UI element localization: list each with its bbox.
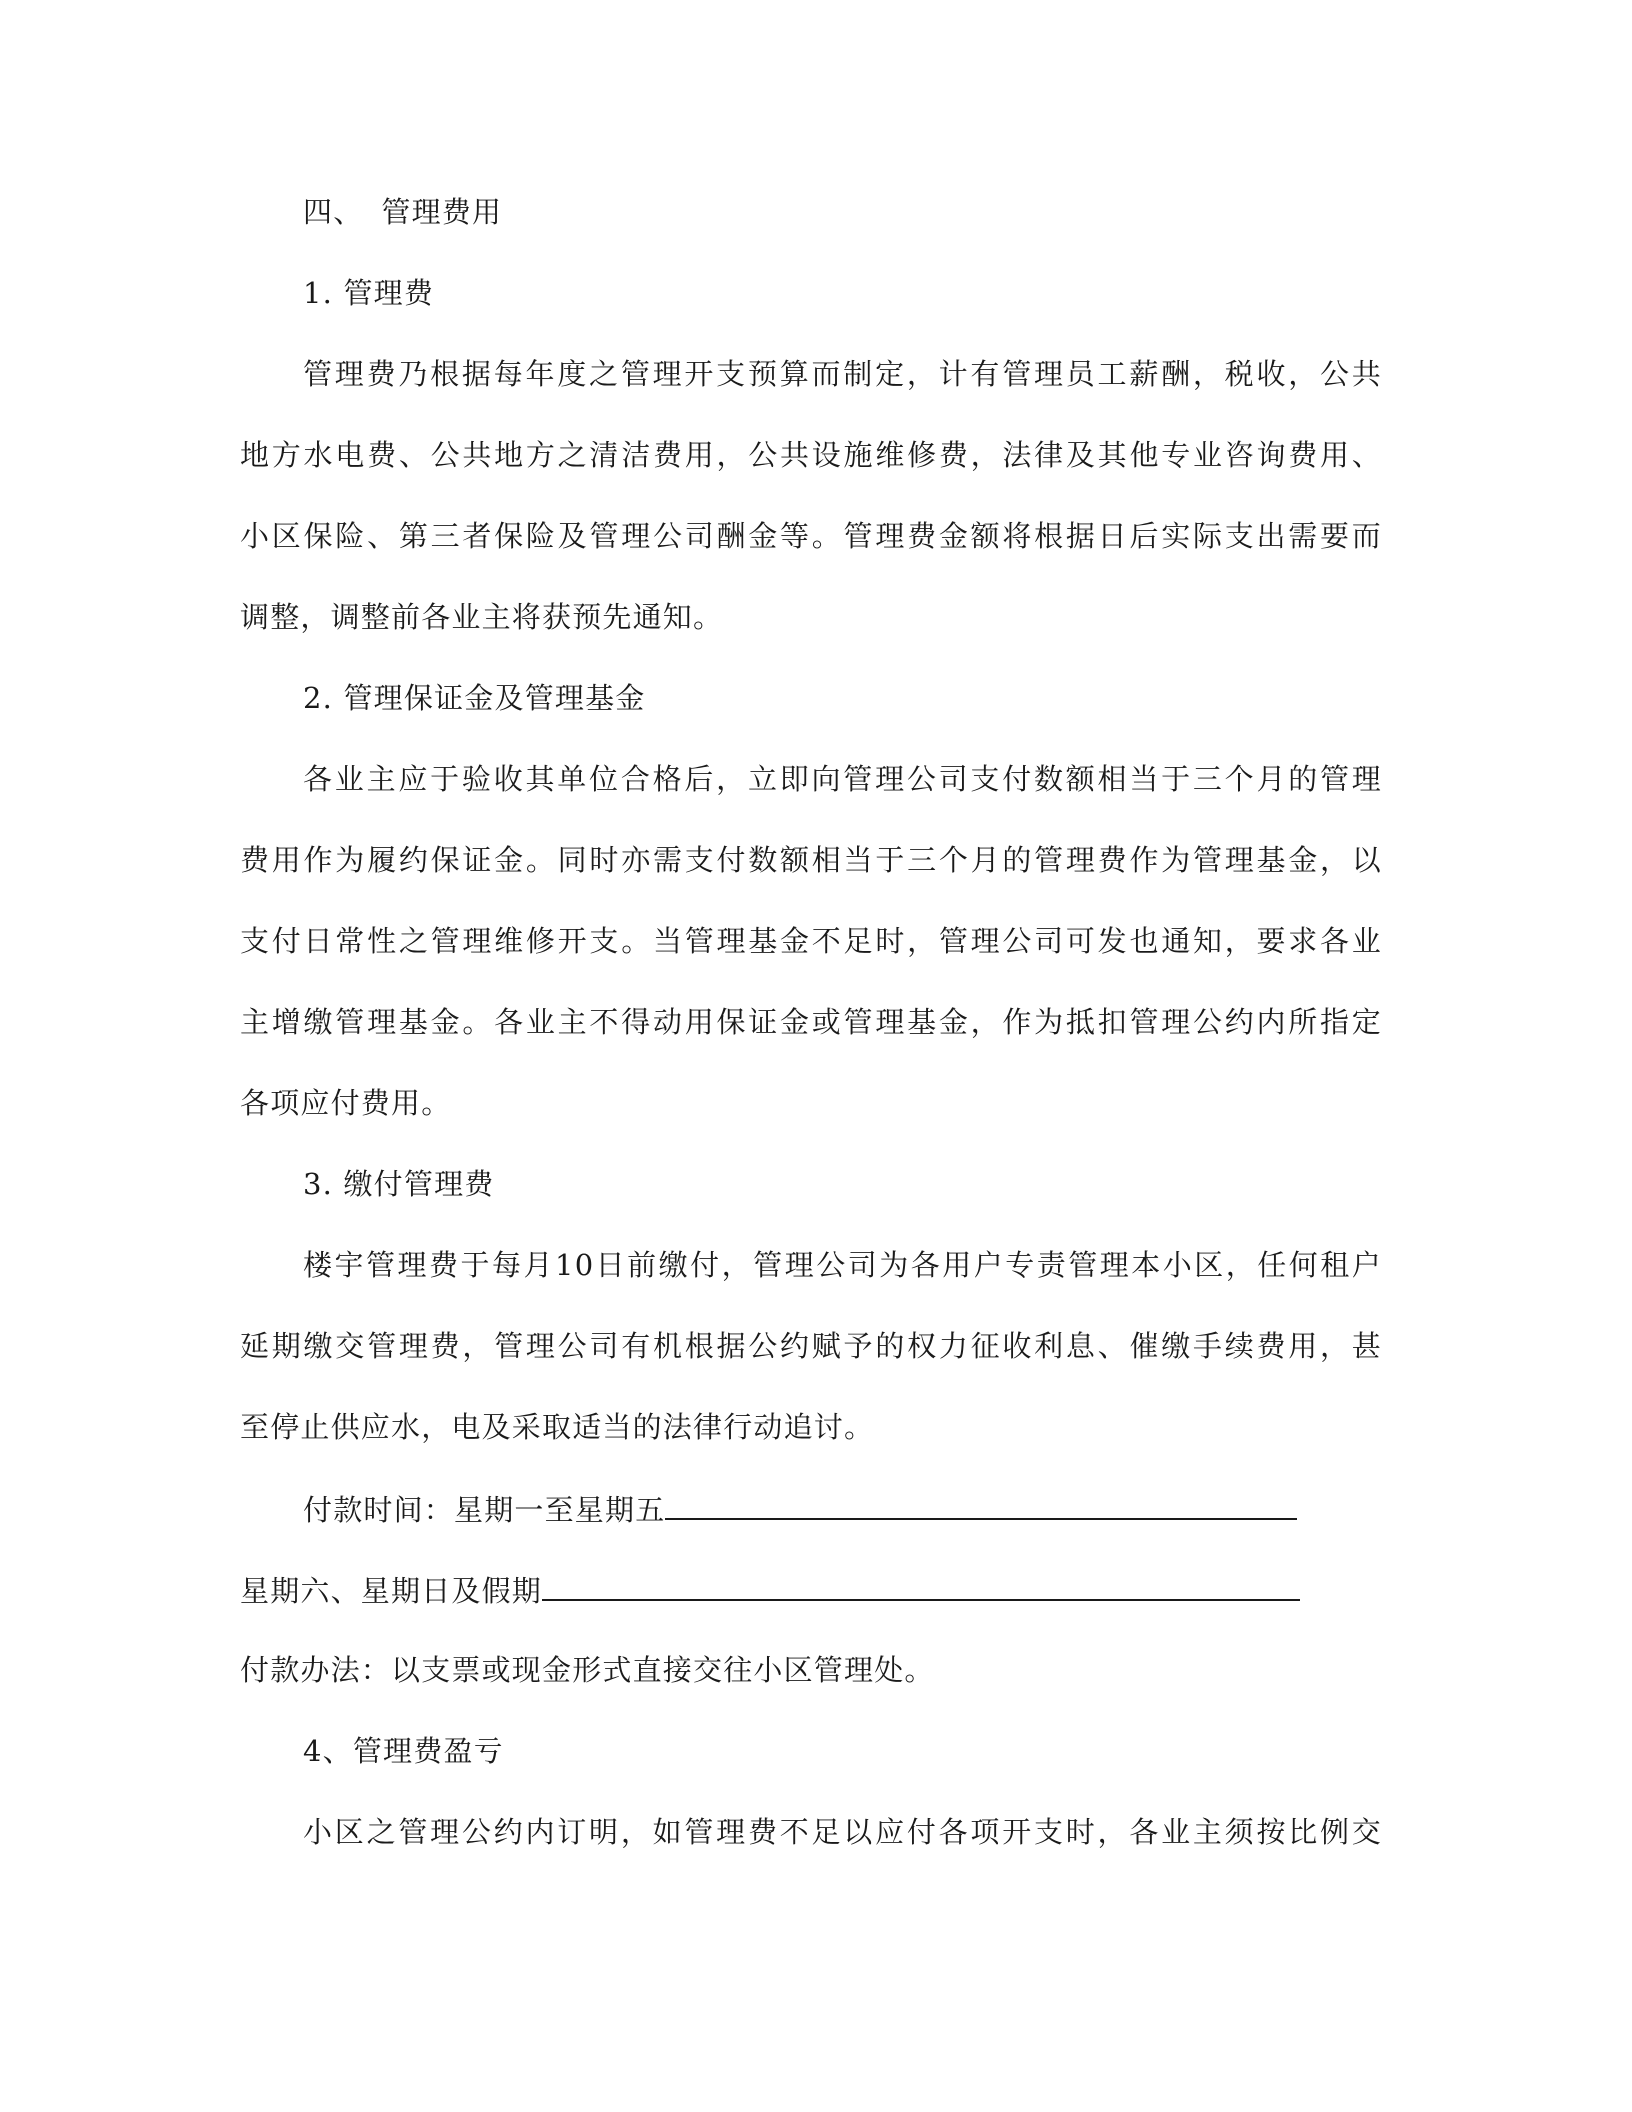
- payment-time-weekend-label: 星期六、星期日及假期: [240, 1574, 543, 1608]
- section-heading-number: 四、: [303, 195, 364, 229]
- paragraph-4-line-1: 小区之管理公约内订明，如管理费不足以应付各项开支时，各业主须按比例交: [303, 1815, 1382, 1849]
- paragraph-1-line-4: 调整，调整前各业主将获预先通知。: [240, 600, 724, 634]
- paragraph-2-line-1: 各业主应于验收其单位合格后，立即向管理公司支付数额相当于三个月的管理: [303, 762, 1382, 796]
- paragraph-1-line-2: 地方水电费、公共地方之清洁费用，公共设施维修费，法律及其他专业咨询费用、: [240, 438, 1382, 472]
- payment-method: 付款办法：以支票或现金形式直接交往小区管理处。: [240, 1653, 935, 1687]
- paragraph-3-line-2: 延期缴交管理费，管理公司有机根据公约赋予的权力征收利息、催缴手续费用，甚: [240, 1329, 1382, 1363]
- paragraph-1-line-3: 小区保险、第三者保险及管理公司酬金等。管理费金额将根据日后实际支出需要而: [240, 519, 1382, 553]
- subsection-title-3: 3. 缴付管理费: [303, 1167, 495, 1201]
- payment-time-weekday-label: 付款时间：星期一至星期五: [303, 1493, 666, 1527]
- payment-time-weekend: [240, 1569, 1390, 1609]
- paragraph-3-line-1: 楼宇管理费于每月10日前缴付，管理公司为各用户专责管理本小区，任何租户: [303, 1248, 1382, 1282]
- section-heading-title: 管理费用: [381, 195, 503, 229]
- payment-time-weekday: [303, 1488, 1453, 1528]
- paragraph-2-line-3: 支付日常性之管理维修开支。当管理基金不足时，管理公司可发也通知，要求各业: [240, 924, 1382, 958]
- paragraph-3-line-3: 至停止供应水，电及采取适当的法律行动追讨。: [240, 1410, 875, 1444]
- subsection-title-1: 1. 管理费: [303, 276, 435, 310]
- paragraph-1-line-1: 管理费乃根据每年度之管理开支预算而制定，计有管理员工薪酬，税收，公共: [303, 357, 1382, 391]
- subsection-title-4: 4、管理费盈亏: [303, 1734, 504, 1768]
- weekend-fill-blank: [542, 1569, 1300, 1601]
- paragraph-2-line-2: 费用作为履约保证金。同时亦需支付数额相当于三个月的管理费作为管理基金，以: [240, 843, 1382, 877]
- weekday-fill-blank: [665, 1488, 1297, 1520]
- subsection-title-2: 2. 管理保证金及管理基金: [303, 681, 646, 715]
- paragraph-2-line-4: 主增缴管理基金。各业主不得动用保证金或管理基金，作为抵扣管理公约内所指定: [240, 1005, 1382, 1039]
- paragraph-2-line-5: 各项应付费用。: [240, 1086, 452, 1120]
- section-heading: [303, 192, 1453, 232]
